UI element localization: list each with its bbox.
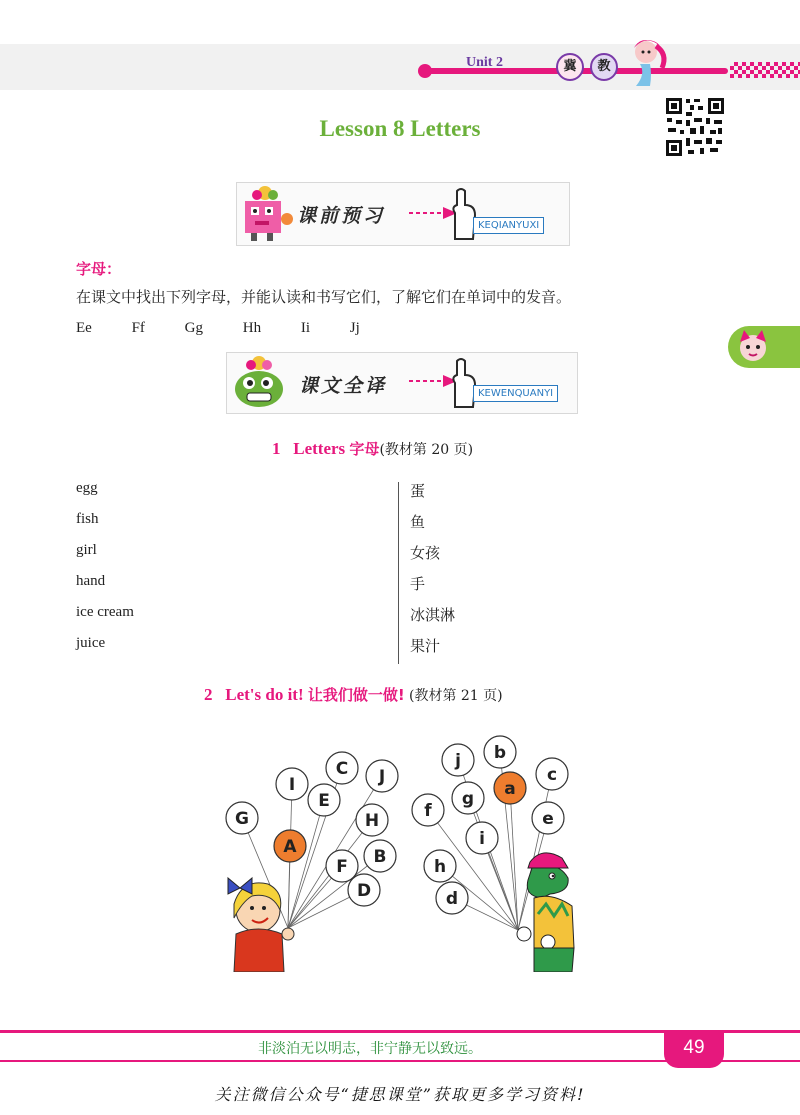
banner-preview [236,182,570,246]
balloon-letter: h [433,857,447,877]
section2-note: (教材第 21 页) [408,688,503,704]
letters-label: 字母： [76,260,122,278]
vocab-cn: 蛋 [410,482,426,500]
vocab-en: fish [76,511,99,527]
section1-note: (教材第 20 页) [379,442,474,458]
page-number: 49 [664,1030,724,1068]
watermark-text: 关注微信公众号“捷思课堂”获取更多学习资料! [214,1085,586,1104]
footer-motto: 非淡泊无以明志，非宁静无以致远。 [258,1041,482,1057]
vocab-en: girl [76,542,97,558]
balloon-letter: c [546,765,558,785]
vocab-row [76,480,476,511]
balloon-letter: J [378,767,386,787]
banner-preview-text: 课前预习 [297,205,386,227]
section1-num: 1 [272,439,281,458]
lesson-title: Lesson 8 Letters [319,116,481,141]
balloon-letter: g [461,789,475,809]
section2-heading [204,684,503,705]
balloon-letter: H [364,811,380,831]
vocab-cn: 鱼 [410,513,426,531]
fox-icon [736,330,770,364]
balloon-letter: e [542,809,554,829]
header-ball [418,64,432,78]
vocab-en: ice cream [76,604,134,620]
vocab-cn: 冰淇淋 [410,606,456,624]
balloon-letter: C [335,759,349,779]
balloon-letter: E [318,791,330,811]
instruction-text: 在课文中找出下列字母，并能认读和书写它们，了解它们在单词中的发音。 [76,288,572,306]
balloon-letter: A [283,837,297,857]
badge-jiao: 教 [590,53,618,81]
unit-label: Unit 2 [466,55,503,70]
balloon-letter: j [455,751,461,771]
section1-title-cn: 字母 [349,440,380,458]
section1-heading [272,438,473,459]
checker-pattern [730,62,800,78]
vocab-cn: 果汁 [410,637,441,655]
letter-pair: Ff [131,320,145,336]
balloon-letter: a [504,779,516,799]
letter-pair: Ii [300,320,311,336]
vocab-cn: 手 [410,575,426,593]
vocab-en: egg [76,480,98,496]
vocab-row [76,542,476,573]
header-band [0,44,800,90]
letter-pair: Gg [184,320,204,336]
green-mascot-icon [229,355,291,411]
vocab-row [76,511,476,542]
balloon-letter: b [493,743,507,763]
badge-ji: 冀 [556,53,584,81]
banner-preview-pinyin: KEQIANYUXI [473,217,544,234]
letter-pair: Jj [349,320,360,336]
vocab-row [76,604,476,635]
banner-translation-pinyin: KEWENQUANYI [473,385,558,402]
vocab-en: hand [76,573,106,589]
letter-pair: Ee [76,320,92,336]
balloon-letter: B [373,847,387,867]
balloon-letter: D [356,881,372,901]
balloon-letter: f [424,801,432,821]
vocab-cn: 女孩 [410,544,441,562]
section2-num: 2 [204,685,213,704]
mermaid-icon [616,34,672,90]
balloon-letter: I [288,775,296,795]
side-tab [728,326,800,368]
section2-title-en: Let's do it! [225,685,304,704]
vocab-en: juice [76,635,106,651]
vocab-divider [398,482,399,664]
letter-pair: Hh [242,320,262,336]
section1-title-en: Letters [293,439,346,458]
banner-translation-text: 课文全译 [299,375,388,397]
balloon-illustration [212,728,592,972]
vocab-row [76,635,476,666]
balloon-letter: F [336,857,348,877]
balloon-letter: G [235,809,249,829]
vocab-table [76,480,476,666]
balloon-letter: i [479,829,485,849]
vocab-row [76,573,476,604]
section2-title-cn: 让我们做一做! [307,686,405,704]
letters-list [76,320,396,337]
cube-mascot-icon [237,185,295,243]
balloon-letter: d [445,889,459,909]
banner-translation [226,352,578,414]
